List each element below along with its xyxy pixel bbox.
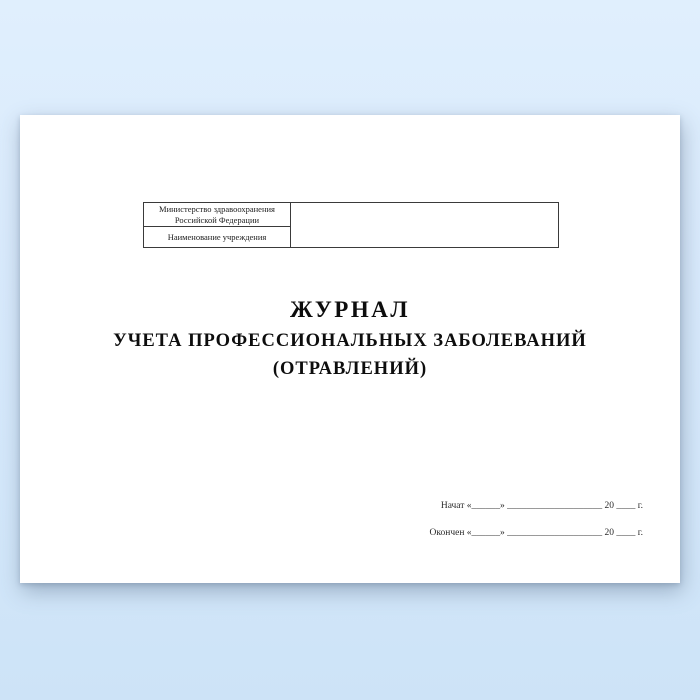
page-subtitle-line2: (ОТРАВЛЕНИЙ) bbox=[272, 359, 428, 379]
header-table bbox=[143, 202, 559, 248]
page-title: ЖУРНАЛ bbox=[290, 297, 410, 322]
document-page bbox=[20, 115, 680, 583]
finished-date-line: Окончен «______» ____________________ 20 ____ г. bbox=[429, 528, 643, 538]
ministry-cell bbox=[144, 203, 290, 227]
page-subtitle-line1: УЧЕТА ПРОФЕССИОНАЛЬНЫХ ЗАБОЛЕВАНИЙ bbox=[113, 331, 587, 351]
header-table-left-column bbox=[144, 203, 291, 247]
title-block bbox=[20, 297, 680, 380]
institution-label-cell bbox=[144, 227, 290, 247]
institution-label: Наименование учреждения bbox=[167, 231, 267, 242]
ministry-line2: Российской Федерации bbox=[174, 214, 260, 225]
started-date-line: Начат «______» ____________________ 20 ____ г. bbox=[440, 501, 643, 511]
footer-fill-in-block bbox=[430, 501, 643, 539]
institution-value-cell bbox=[291, 203, 558, 247]
ministry-line1: Министерство здравоохранения bbox=[159, 204, 275, 214]
